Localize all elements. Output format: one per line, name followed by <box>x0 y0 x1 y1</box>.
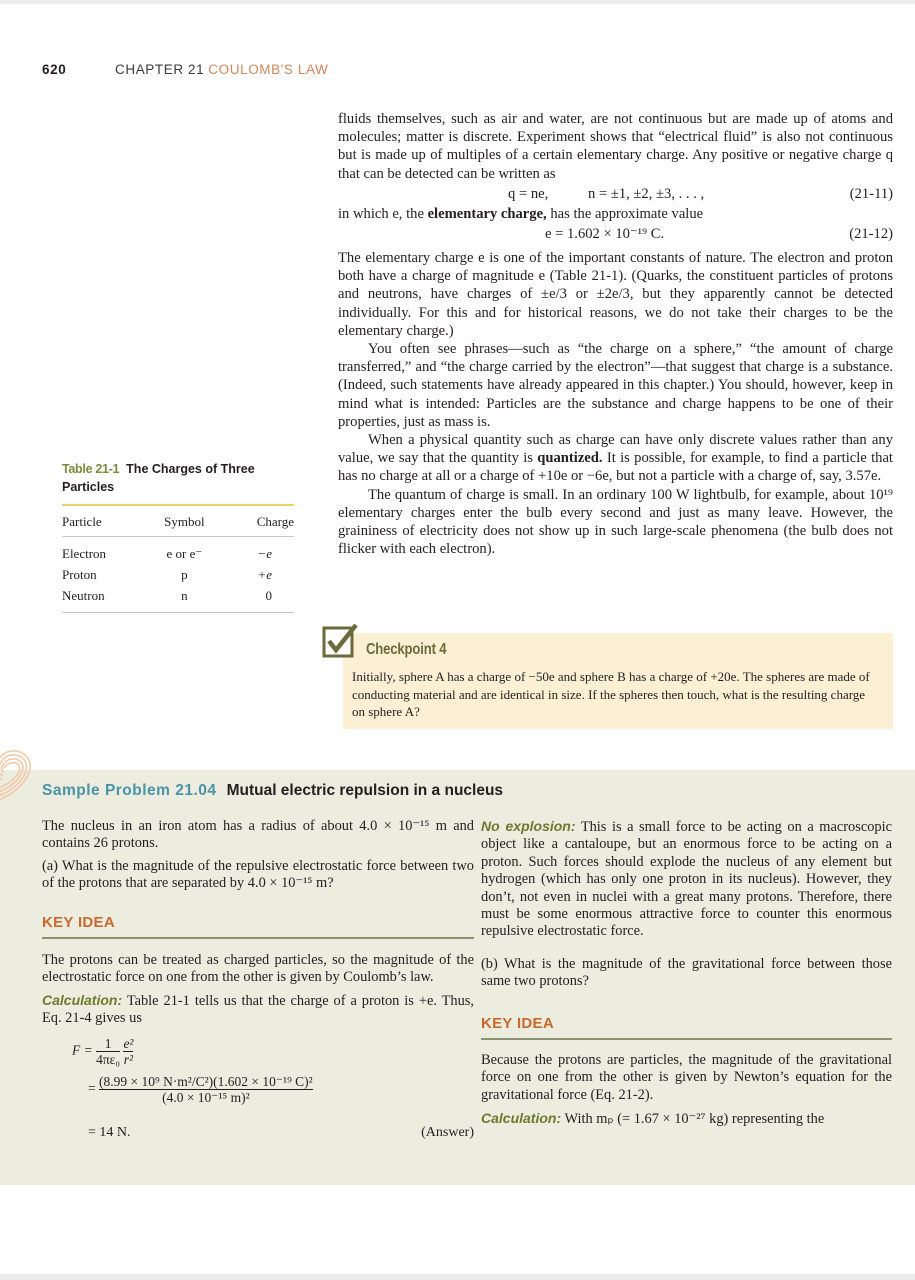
page-number: 620 <box>42 62 67 77</box>
answer-value: = 14 N. <box>88 1124 131 1140</box>
sample-problem-title: Mutual electric repulsion in a nucleus <box>226 782 504 799</box>
charges-table <box>62 506 294 606</box>
calculation-a: Calculation: Table 21-1 tells us that the charge of a proton is +e. Thus, Eq. 21-4 gives us <box>42 991 474 1027</box>
table-21-1 <box>62 460 294 613</box>
table-caption: Table 21-1 The Charges of Three Particles <box>62 462 255 494</box>
answer-tag: (Answer) <box>421 1124 474 1140</box>
table-row: Neutron n 0 <box>62 587 272 603</box>
table-bottom-rule <box>62 612 294 613</box>
table-row: Proton p +e <box>62 566 272 582</box>
column-header: Symbol <box>146 506 223 537</box>
sample-problem-label: Sample Problem 21.04 <box>42 782 217 799</box>
coulomb-formula: F = $\frac{1}{\text{4πε₀}}$ $\frac{\text{e²}}{\text{r²}}$ = $\frac{\text{(8.99 × 10⁹ N·m²/C²)(1.602 × 10⁻¹⁹ C)²}}{\text{(4.0 × 10⁻¹⁵ m)²}}$ = 14 N. (Answer) <box>72 1035 474 1140</box>
problem-intro: The nucleus in an iron atom has a radius of about 4.0 × 10⁻¹⁵ m and contains 26 protons. <box>42 818 474 852</box>
key-idea-heading: KEY IDEA <box>481 1014 554 1032</box>
key-idea-b-text: Because the protons are particles, the magnitude of the gravitational force on one from the other is given by Newton’s equation for the gravitational force (Eq. 21-2). <box>481 1052 892 1103</box>
no-explosion-paragraph: No explosion: This is a small force to be acting on a macroscopic object like a cantaloupe, but an enormous force to be acting on a proton. Such forces should explode the nucleus of any element but hydrogen (which has only one proton in its nucleus). However, they don’t, not even in nuclei with a great many protons. Therefore, there must be some enormous attractive force to counter this enormous repulsive electrostatic force. <box>481 818 893 940</box>
paragraph-6: The quantum of charge is small. In an ordinary 100 W lightbulb, for example, about 10¹⁹ elementary charges enter the bulb every second and just as many leave. However, the graininess of electricity does not show up in such large-scale phenomena (the bulb does not flicker with each electron). <box>338 486 893 558</box>
checkpoint-title: Checkpoint 4 <box>366 641 447 658</box>
bottom-border <box>0 1274 915 1280</box>
equation-number: (21-11) <box>849 185 893 202</box>
checkmark-icon <box>322 624 360 658</box>
top-border <box>0 0 915 4</box>
paragraph-4: You often see phrases—such as “the charge on a sphere,” “the amount of charge transferred,” and “the charge carried by the electron”—that suggest that charge is a substance. (Indeed, such statements have already appeared in this chapter.) You should, however, keep in mind what is intended: Particles are the substance and charge happens to be one of their properties, just as mass is. <box>338 341 893 430</box>
key-idea-heading: KEY IDEA <box>42 913 115 931</box>
key-idea-rule <box>42 937 474 939</box>
part-a-question: (a) What is the magnitude of the repulsive electrostatic force between two of the protons that are separated by 4.0 × 10⁻¹⁵ m? <box>42 857 474 892</box>
paragraph-5: When a physical quantity such as charge can have only discrete values rather than any value, we say that the quantity is quantized. It is possible, for example, to find a particle that has no charge at all or a charge of +10e or −6e, but not a particle with a charge of, say, 3.57e. <box>338 432 893 485</box>
equation-number: (21-12) <box>849 226 893 243</box>
equation-21-11: q = ne, n = ±1, ±2, ±3, . . . , (21-11) <box>338 183 893 205</box>
main-text-column <box>338 110 893 558</box>
column-header: Particle <box>62 506 146 537</box>
sample-problem-heading <box>42 782 503 800</box>
running-head <box>42 62 329 77</box>
chapter-label: CHAPTER 21 COULOMB'S LAW <box>115 62 329 77</box>
chapter-title: COULOMB'S LAW <box>208 62 329 77</box>
checkpoint-question: Initially, sphere A has a charge of −50e and sphere B has a charge of +20e. The spheres are made of conducting material and are identical in size. If the spheres then touch, what is the resulting charge on sphere A? <box>352 669 870 719</box>
paragraph-1: fluids themselves, such as air and water, are not continuous but are made up of atoms and molecules; matter is discrete. Experiment shows that “electrical fluid” is also not continuous but is made up of multiples of a certain elementary charge. Any positive or negative charge q that can be detected can be written as <box>338 111 893 182</box>
sample-right-column <box>481 818 892 1129</box>
paragraph-3: The elementary charge e is one of the important constants of nature. The electron and proton both have a charge of magnitude e (Table 21-1). (Quarks, the constituent particles of protons and neutrons, have charges of ±e/3 or ±2e/3, but they apparently cannot be detected individually. For this and for historical reasons, we do not take their charges to be the elementary charge.) <box>338 250 893 339</box>
table-row: Electron e or e⁻ −e <box>62 545 272 561</box>
equation-21-12: e = 1.602 × 10⁻¹⁹ C. (21-12) <box>338 223 893 245</box>
sample-left-column <box>42 818 474 1150</box>
paragraph-2: in which e, the elementary charge, has the approximate value <box>338 205 704 222</box>
decorative-swirl-icon <box>0 745 44 805</box>
column-header: Charge <box>223 506 294 537</box>
key-idea-a-text: The protons can be treated as charged particles, so the magnitude of the electrostatic force on one from the other is given by Coulomb’s law. <box>42 952 474 986</box>
key-idea-rule <box>481 1038 892 1040</box>
calculation-b: Calculation: With mₚ (= 1.67 × 10⁻²⁷ kg) representing the <box>481 1110 825 1128</box>
part-b-question: (b) What is the magnitude of the gravitational force between those same two protons? <box>481 955 892 990</box>
